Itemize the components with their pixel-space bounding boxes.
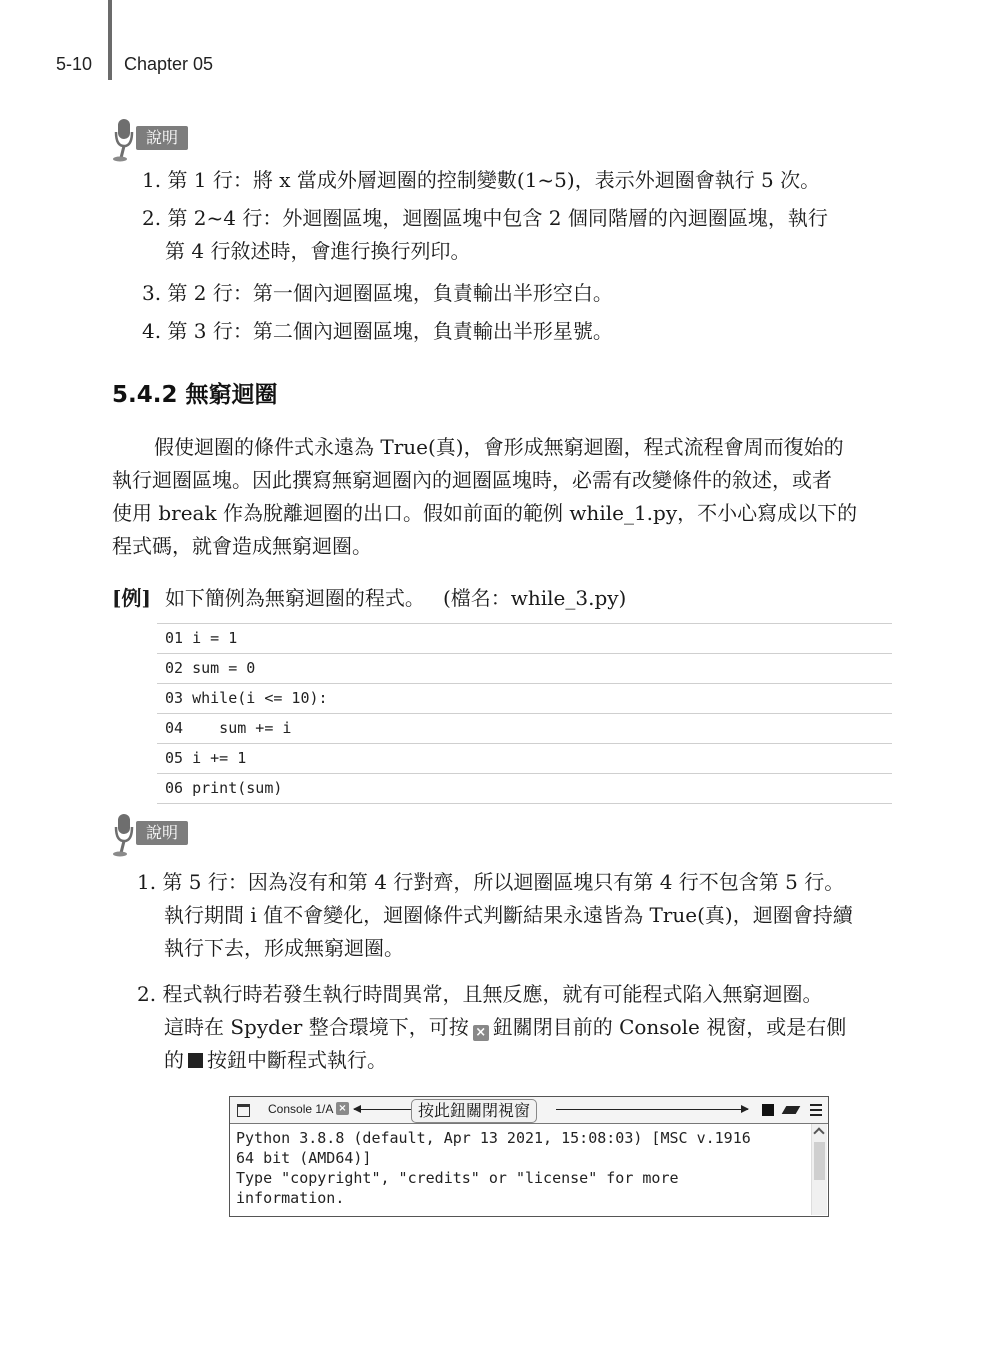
section-title: 5.4.2 無窮迴圈 — [112, 382, 278, 408]
list-text: 第 2 行：第一個內迴圈區塊，負責輸出半形空白。 — [167, 281, 613, 305]
body-paragraph — [112, 431, 892, 563]
close-icon: × — [473, 1025, 489, 1041]
example-heading — [112, 582, 626, 611]
code-line: 04 sum += i — [157, 714, 892, 744]
stop-icon[interactable] — [762, 1104, 774, 1116]
list-text-continued — [137, 1044, 846, 1077]
list-number: 2. — [142, 206, 162, 230]
list-item — [142, 277, 613, 310]
list-text-part: 鈕關閉目前的 Console 視窗，或是右側 — [492, 1015, 847, 1039]
callout-arrow-right — [556, 1109, 748, 1110]
code-listing — [157, 623, 892, 804]
list-text: 程式執行時若發生執行時間異常，且無反應，就有可能程式陷入無窮迴圈。 — [162, 982, 823, 1006]
list-number: 3. — [142, 281, 162, 305]
console-output — [236, 1128, 751, 1208]
code-line: 05 i += 1 — [157, 744, 892, 774]
list-text: 第 5 行：因為沒有和第 4 行對齊，所以迴圈區塊只有第 4 行不包含第 5 行。 — [162, 870, 845, 894]
console-line: information. — [236, 1189, 345, 1207]
code-line: 06 print(sum) — [157, 774, 892, 804]
code-line: 02 sum = 0 — [157, 654, 892, 684]
example-filename: (檔名：while_3.py) — [442, 586, 627, 610]
eraser-icon[interactable] — [782, 1106, 801, 1114]
note-badge — [112, 813, 202, 857]
list-item — [137, 866, 853, 965]
example-tag: [例] — [112, 586, 151, 610]
stop-icon — [188, 1053, 203, 1068]
note-label: 說明 — [136, 126, 188, 150]
list-text-part: 的 — [164, 1048, 184, 1072]
list-text-continued: 執行下去，形成無窮迴圈。 — [164, 936, 404, 960]
note-badge — [112, 118, 202, 162]
code-line: 03 while(i <= 10): — [157, 684, 892, 714]
header-rule — [108, 0, 112, 80]
list-item — [142, 315, 613, 348]
scroll-thumb[interactable] — [814, 1142, 825, 1180]
list-number: 1. — [137, 870, 157, 894]
callout-arrow-left — [354, 1109, 412, 1110]
paragraph-line: 假使迴圈的條件式永遠為 True(真)，會形成無窮迴圈，程式流程會周而復始的 — [154, 435, 844, 459]
window-icon[interactable] — [237, 1104, 250, 1117]
list-text-continued: 第 4 行敘述時，會進行換行列印。 — [165, 239, 471, 263]
paragraph-line: 程式碼，就會造成無窮迴圈。 — [112, 534, 372, 558]
list-text-part: 這時在 Spyder 整合環境下，可按 — [164, 1015, 469, 1039]
list-item — [142, 164, 820, 197]
example-description: 如下簡例為無窮迴圈的程式。 — [164, 586, 425, 610]
microphone-icon — [112, 118, 138, 162]
console-line: 64 bit (AMD64)] — [236, 1149, 372, 1167]
console-line: Type "copyright", "credits" or "license" for more — [236, 1169, 679, 1187]
chapter-label: Chapter 05 — [124, 54, 214, 74]
list-number: 1. — [142, 168, 162, 192]
note-label: 說明 — [136, 821, 188, 845]
chevron-up-icon[interactable] — [813, 1127, 824, 1138]
code-line: 01 i = 1 — [157, 624, 892, 654]
menu-icon[interactable] — [810, 1104, 822, 1116]
list-item — [137, 978, 846, 1077]
console-tab-bar — [230, 1097, 828, 1124]
list-text: 第 2~4 行：外迴圈區塊，迴圈區塊中包含 2 個同階層的內迴圈區塊，執行 — [167, 206, 828, 230]
paragraph-line: 使用 break 作為脫離迴圈的出口。假如前面的範例 while_1.py，不小心寫成以下的 — [112, 501, 858, 525]
list-text-part: 按鈕中斷程式執行。 — [207, 1048, 387, 1072]
console-tab-label[interactable]: Console 1/A — [268, 1102, 334, 1116]
list-text-continued: 執行期間 i 值不會變化，迴圈條件式判斷結果永遠皆為 True(真)，迴圈會持續 — [164, 903, 853, 927]
close-icon[interactable]: × — [336, 1102, 349, 1115]
console-window — [229, 1096, 829, 1217]
callout-label: 按此鈕關閉視窗 — [411, 1099, 537, 1123]
list-text-continued — [137, 1011, 846, 1044]
list-number: 2. — [137, 982, 157, 1006]
list-text: 第 3 行：第二個內迴圈區塊，負責輸出半形星號。 — [167, 319, 613, 343]
microphone-icon — [112, 813, 138, 857]
list-number: 4. — [142, 319, 162, 343]
paragraph-line: 執行迴圈區塊。因此撰寫無窮迴圈內的迴圈區塊時，必需有改變條件的敘述，或者 — [112, 468, 832, 492]
list-item — [142, 202, 828, 268]
list-text: 第 1 行：將 x 當成外層迴圈的控制變數(1~5)，表示外迴圈會執行 5 次。 — [167, 168, 821, 192]
scrollbar[interactable] — [811, 1124, 827, 1215]
page-number: 5-10 — [56, 54, 93, 74]
console-line: Python 3.8.8 (default, Apr 13 2021, 15:08:03) [MSC v.1916 — [236, 1129, 751, 1147]
